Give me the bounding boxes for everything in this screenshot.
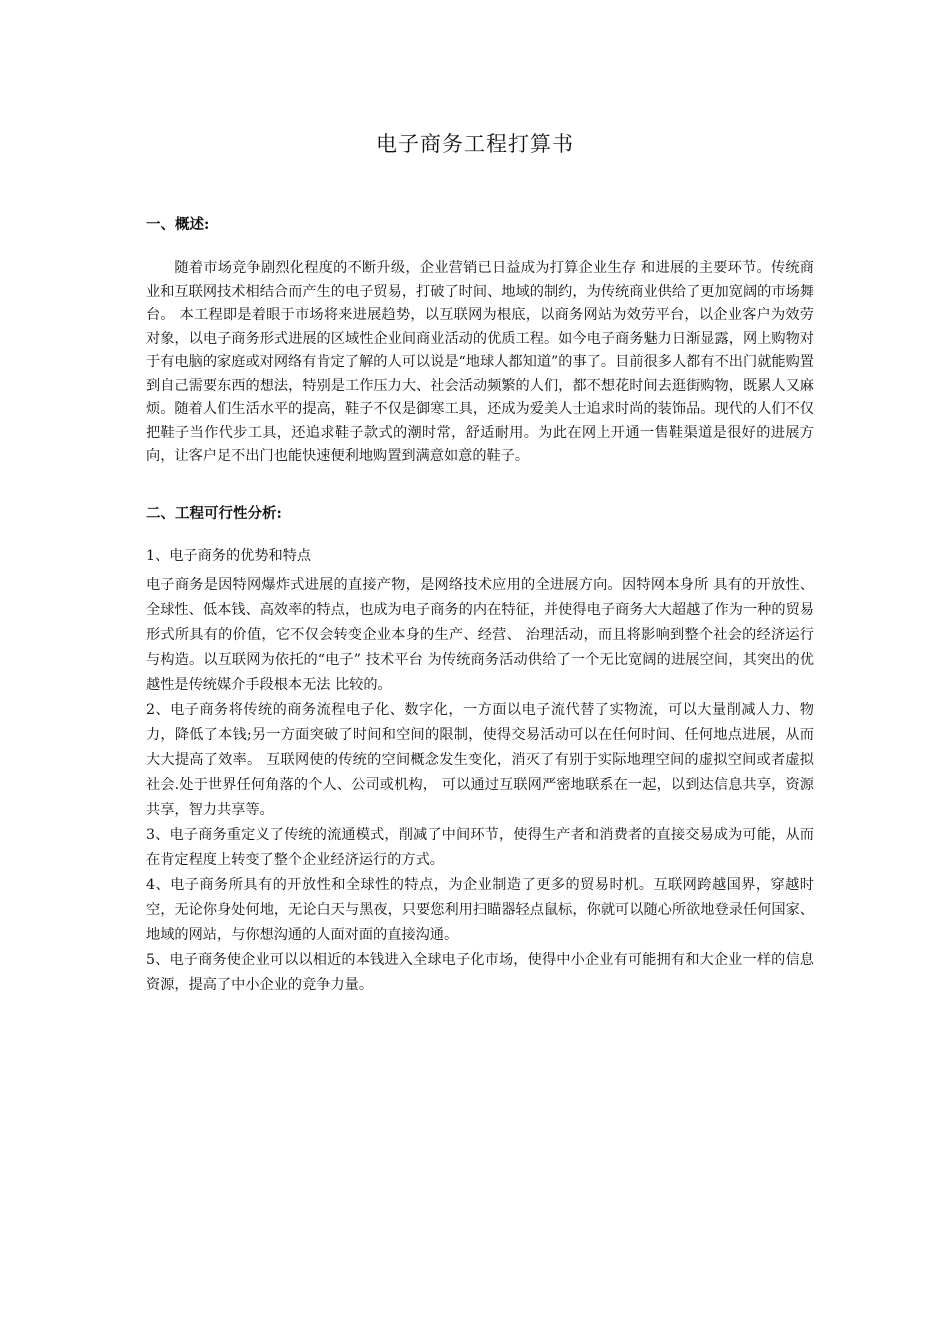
feasibility-item-4: 4、电子商务所具有的开放性和全球性的特点，为企业制造了更多的贸易时机。互联网跨越国界，穿越时空，无论你身处何地，无论白天与黑夜，只要您利用扫瞄器轻点鼠标，你就可以随心所欲地登录任何国家、地域的网站，与你想沟通的人面对面的直接沟通。 bbox=[146, 877, 814, 943]
section-heading-feasibility: 二、工程可行性分析: bbox=[146, 505, 282, 522]
document-title: 电子商务工程打算书 bbox=[376, 132, 574, 156]
feasibility-item-5: 5、电子商务使企业可以以相近的本钱进入全球电子化市场，使得中小企业有可能拥有和大企业一样的信息资源，提高了中小企业的竞争力量。 bbox=[146, 952, 814, 993]
feasibility-item-1: 电子商务是因特网爆炸式进展的直接产物，是网络技术应用的全进展方向。因特网本身所 具有的开放性、全球性、低本钱、高效率的特点，也成为电子商务的内在特征，并使得电子商务大大超越了作为一种的贸易形式所具有的价值，它不仅会转变企业本身的生产、经营、 治理活动，而且将影响到整个社会的经济运行与构造。以互联网为依托的“电子” 技术平台 为传统商务活动供给了一个无比宽阔的进展空间，其突出的优越性是传统媒介手段根本无法 比较的。 bbox=[146, 577, 814, 693]
feasibility-item-2: 2、电子商务将传统的商务流程电子化、数字化，一方面以电子流代替了实物流，可以大量削减人力、物力，降低了本钱;另一方面突破了时间和空间的限制，使得交易活动可以在任何时间、任何地点进展，从而大大提高了效率。 互联网使的传统的空间概念发生变化，消灭了有别于实际地理空间的虚拟空间或者虚拟社会.处于世界任何角落的个人、公司或机构， 可以通过互联网严密地联系在一起，以到达信息共享，资源共享，智力共享等。 bbox=[146, 702, 814, 818]
section-heading-overview: 一、概述: bbox=[146, 216, 210, 233]
feasibility-subtitle: 1、电子商务的优势和特点 bbox=[146, 548, 312, 564]
feasibility-item-3: 3、电子商务重定义了传统的流通模式，削减了中间环节，使得生产者和消费者的直接交易成为可能，从而在肯定程度上转变了整个企业经济运行的方式。 bbox=[146, 827, 814, 868]
feasibility-content bbox=[146, 544, 814, 998]
overview-paragraph: 随着市场竞争剧烈化程度的不断升级，企业营销已日益成为打算企业生存 和进展的主要环节。传统商业和互联网技术相结合而产生的电子贸易，打破了时间、地域的制约，为传统商业供给了更加宽阔的市场舞台。 本工程即是着眼于市场将来进展趋势，以互联网为根底，以商务网站为效劳平台，以企业客户为效劳对象，以电子商务形式进展的区域性企业间商业活动的优质工程。如今电子商务魅力日渐显露，网上购物对于有电脑的家庭或对网络有肯定了解的人可以说是“地球人都知道”的事了。目前很多人都有不出门就能购置到自己需要东西的想法，特别是工作压力大、社会活动频繁的人们，都不想花时间去逛街购物，既累人又麻烦。随着人们生活水平的提高，鞋子不仅是御寒工具，还成为爱美人士追求时尚的装饰品。现代的人们不仅把鞋子当作代步工具，还追求鞋子款式的潮时常，舒适耐用。为此在网上开通一售鞋渠道是很好的进展方向，让客户足不出门也能快速便利地购置到满意如意的鞋子。 bbox=[146, 260, 814, 464]
